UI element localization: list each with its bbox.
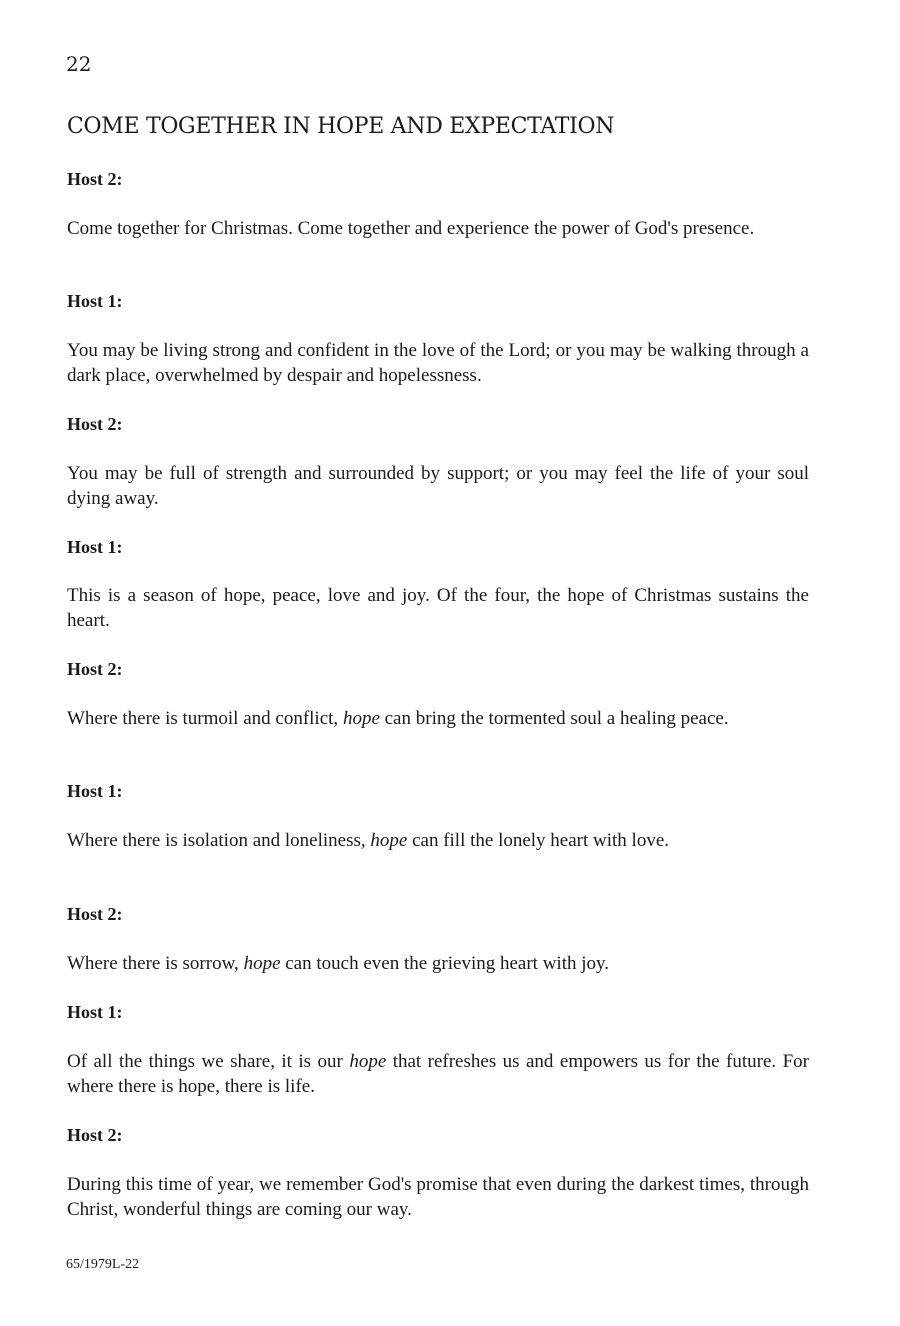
script-line <box>67 1049 809 1099</box>
speaker-label: Host 2: <box>67 169 123 189</box>
script-line-text: Where there is sorrow, <box>67 953 244 974</box>
script-line-text: that refreshes us and empowers us for the future. For where there is hope, there is life. <box>67 1051 809 1097</box>
script-line-text: Where there is turmoil and conflict, <box>67 708 343 729</box>
script-line-text: Of all the things we share, it is our <box>67 1051 350 1072</box>
speaker-label: Host 2: <box>67 1125 123 1145</box>
script-line: Come together for Christmas. Come together and experience the power of God's presence. <box>67 218 755 239</box>
script-line: During this time of year, we remember God's promise that even during the darkest times, through Christ, wonderful things are coming our way. <box>67 1174 809 1220</box>
script-line-text: can touch even the grieving heart with joy. <box>280 953 610 974</box>
speaker-label: Host 1: <box>67 291 123 311</box>
speaker-label: Host 2: <box>67 659 123 679</box>
script-line-text: can fill the lonely heart with love. <box>407 830 670 851</box>
script-line <box>67 828 809 853</box>
script-line-text: Where there is isolation and loneliness, <box>67 830 371 851</box>
emphasis-hope: hope <box>243 953 281 974</box>
script-line <box>67 951 809 976</box>
speaker-label: Host 1: <box>67 781 123 801</box>
emphasis-hope: hope <box>342 708 380 729</box>
script-line: This is a season of hope, peace, love and joy. Of the four, the hope of Christmas sustains the heart. <box>67 585 809 631</box>
page-number: 22 <box>66 52 92 76</box>
speaker-label: Host 1: <box>67 1002 123 1022</box>
emphasis-hope: hope <box>349 1051 387 1072</box>
emphasis-hope: hope <box>370 830 408 851</box>
page-title: COME TOGETHER IN HOPE AND EXPECTATION <box>67 114 615 139</box>
script-line: You may be living strong and confident in the love of the Lord; or you may be walking through a dark place, overwhelmed by despair and hopelessness. <box>67 340 809 386</box>
document-code: 65/1979L-22 <box>66 1257 140 1272</box>
speaker-label: Host 1: <box>67 537 123 557</box>
speaker-label: Host 2: <box>67 414 123 434</box>
speaker-label: Host 2: <box>67 904 123 924</box>
script-line <box>67 706 809 731</box>
script-line-text: can bring the tormented soul a healing peace. <box>379 708 729 729</box>
script-line: You may be full of strength and surrounded by support; or you may feel the life of your soul dying away. <box>67 463 809 509</box>
